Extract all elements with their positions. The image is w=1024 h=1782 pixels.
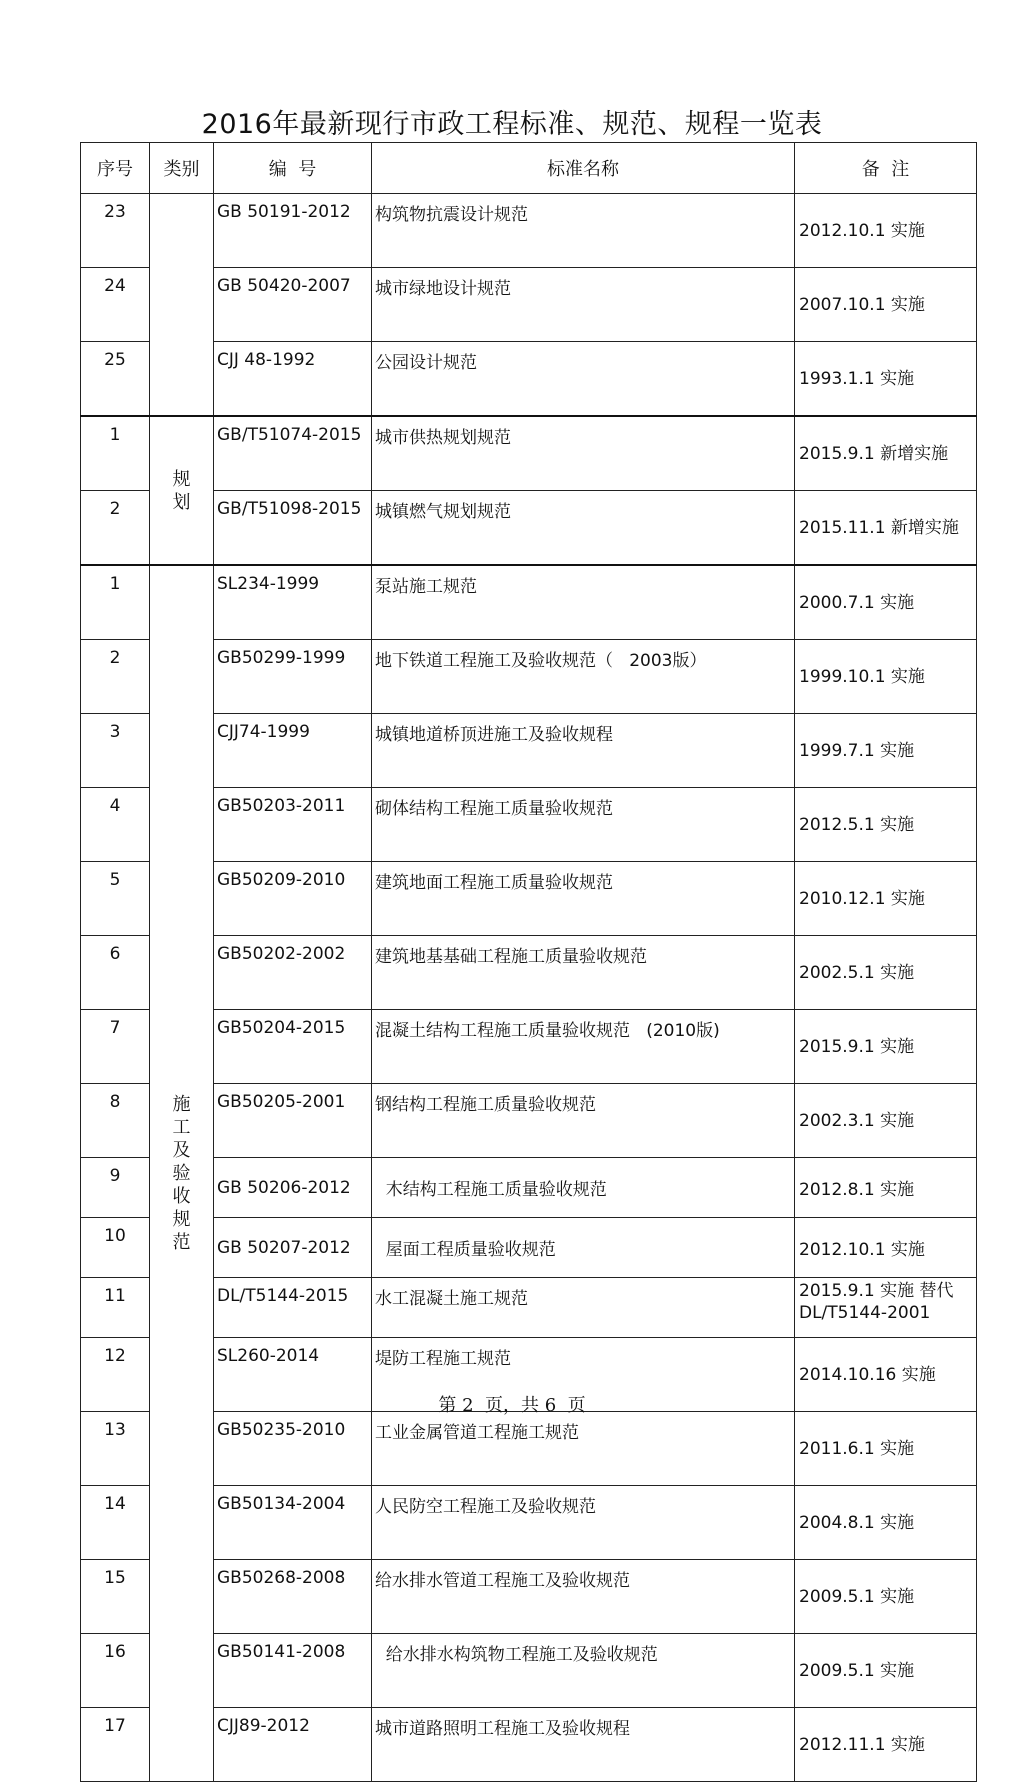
table-row [81,1278,977,1338]
standard-code: GB/T51098-2015 [214,491,372,566]
row-number: 16 [81,1634,150,1708]
standards-table [80,142,977,1782]
standard-note: 1999.10.1 实施 [795,640,977,714]
standard-code: GB/T51074-2015 [214,416,372,491]
standard-name: 城镇地道桥顶进施工及验收规程 [372,714,795,788]
standard-code: GB 50191-2012 [214,194,372,268]
standard-name: 城市绿地设计规范 [372,268,795,342]
table-row [81,1158,977,1218]
row-number: 11 [81,1278,150,1338]
standard-code: GB 50207-2012 [214,1218,372,1278]
row-number: 23 [81,194,150,268]
standard-note: 2007.10.1 实施 [795,268,977,342]
standard-note: 2015.9.1 新增实施 [795,416,977,491]
row-number: 4 [81,788,150,862]
standard-note: 2011.6.1 实施 [795,1412,977,1486]
table-row [81,491,977,566]
standard-note: 2002.5.1 实施 [795,936,977,1010]
standard-code: GB 50206-2012 [214,1158,372,1218]
row-number: 3 [81,714,150,788]
table-row [81,1084,977,1158]
standard-code: CJJ 48-1992 [214,342,372,417]
standard-note: 2012.10.1 实施 [795,1218,977,1278]
standard-name: 给水排水构筑物工程施工及验收规范 [372,1634,795,1708]
standard-note: 2012.10.1 实施 [795,194,977,268]
standard-name: 屋面工程质量验收规范 [372,1218,795,1278]
standard-note: 2012.8.1 实施 [795,1158,977,1218]
table-row [81,1010,977,1084]
standard-note: 2015.9.1 实施 替代DL/T5144-2001 [795,1278,977,1338]
row-number: 9 [81,1158,150,1218]
row-number: 1 [81,565,150,640]
standard-code: GB50202-2002 [214,936,372,1010]
standard-name: 砌体结构工程施工质量验收规范 [372,788,795,862]
table-row [81,1634,977,1708]
header-no: 序号 [81,143,150,194]
standard-name: 建筑地基基础工程施工质量验收规范 [372,936,795,1010]
standard-code: DL/T5144-2015 [214,1278,372,1338]
standard-code: GB50299-1999 [214,640,372,714]
standard-code: CJJ89-2012 [214,1708,372,1782]
page-title: 2016年最新现行市政工程标准、规范、规程一览表 [201,109,823,140]
standard-code: GB50205-2001 [214,1084,372,1158]
standard-note: 2009.5.1 实施 [795,1634,977,1708]
table-row [81,1708,977,1782]
standard-name: 工业金属管道工程施工规范 [372,1412,795,1486]
row-number: 5 [81,862,150,936]
header-code: 编 号 [214,143,372,194]
standard-note: 2012.5.1 实施 [795,788,977,862]
row-number: 12 [81,1338,150,1412]
row-number: 8 [81,1084,150,1158]
standard-note: 2014.10.16 实施 [795,1338,977,1412]
standard-note: 1993.1.1 实施 [795,342,977,417]
table-row [81,1218,977,1278]
standard-note: 1999.7.1 实施 [795,714,977,788]
standard-name: 堤防工程施工规范 [372,1338,795,1412]
row-number: 2 [81,491,150,566]
standard-name: 地下铁道工程施工及验收规范（ 2003版） [372,640,795,714]
category-planning-label: 规划 [172,468,191,513]
row-number: 13 [81,1412,150,1486]
standard-name: 钢结构工程施工质量验收规范 [372,1084,795,1158]
row-number: 2 [81,640,150,714]
category-planning [150,416,214,565]
table-row [81,640,977,714]
standard-name: 城市供热规划规范 [372,416,795,491]
table-row [81,268,977,342]
row-number: 24 [81,268,150,342]
table-row [81,1486,977,1560]
standard-code: SL260-2014 [214,1338,372,1412]
table-row [81,936,977,1010]
table-row [81,714,977,788]
row-number: 25 [81,342,150,417]
row-number: 10 [81,1218,150,1278]
standard-name: 公园设计规范 [372,342,795,417]
standard-name: 木结构工程施工质量验收规范 [372,1158,795,1218]
header-category: 类别 [150,143,214,194]
standard-name: 人民防空工程施工及验收规范 [372,1486,795,1560]
standard-note: 2010.12.1 实施 [795,862,977,936]
standard-code: GB50268-2008 [214,1560,372,1634]
table-row [81,1560,977,1634]
table-row [81,788,977,862]
category-construction-label: 施工及验收规范 [172,1094,191,1253]
table-row [81,565,977,640]
standard-name: 建筑地面工程施工质量验收规范 [372,862,795,936]
header-note: 备 注 [795,143,977,194]
standard-note: 2015.9.1 实施 [795,1010,977,1084]
row-number: 6 [81,936,150,1010]
standard-note: 2012.11.1 实施 [795,1708,977,1782]
standard-name: 构筑物抗震设计规范 [372,194,795,268]
row-number: 1 [81,416,150,491]
standard-note: 2004.8.1 实施 [795,1486,977,1560]
standard-code: GB50203-2011 [214,788,372,862]
table-row [81,416,977,491]
table-row [81,862,977,936]
standard-note: 2002.3.1 实施 [795,1084,977,1158]
standard-code: GB50134-2004 [214,1486,372,1560]
standard-name: 城镇燃气规划规范 [372,491,795,566]
standard-note: 2015.11.1 新增实施 [795,491,977,566]
standard-code: GB 50420-2007 [214,268,372,342]
row-number: 14 [81,1486,150,1560]
standard-code: GB50204-2015 [214,1010,372,1084]
standard-code: SL234-1999 [214,565,372,640]
header-row [81,143,977,194]
standard-name: 水工混凝土施工规范 [372,1278,795,1338]
standard-code: CJJ74-1999 [214,714,372,788]
standard-name: 城市道路照明工程施工及验收规程 [372,1708,795,1782]
row-number: 7 [81,1010,150,1084]
standard-name: 给水排水管道工程施工及验收规范 [372,1560,795,1634]
standard-note: 2000.7.1 实施 [795,565,977,640]
category-construction [150,565,214,1782]
header-name: 标准名称 [372,143,795,194]
row-number: 17 [81,1708,150,1782]
standard-code: GB50141-2008 [214,1634,372,1708]
standard-code: GB50235-2010 [214,1412,372,1486]
standard-code: GB50209-2010 [214,862,372,936]
standard-name: 混凝土结构工程施工质量验收规范 (2010版) [372,1010,795,1084]
standard-name: 泵站施工规范 [372,565,795,640]
standard-note: 2009.5.1 实施 [795,1560,977,1634]
row-number: 15 [81,1560,150,1634]
table-row [81,194,977,268]
category-cell [150,194,214,417]
table-row [81,342,977,417]
page-footer: 第 2 页，共 6 页 [438,1395,586,1416]
